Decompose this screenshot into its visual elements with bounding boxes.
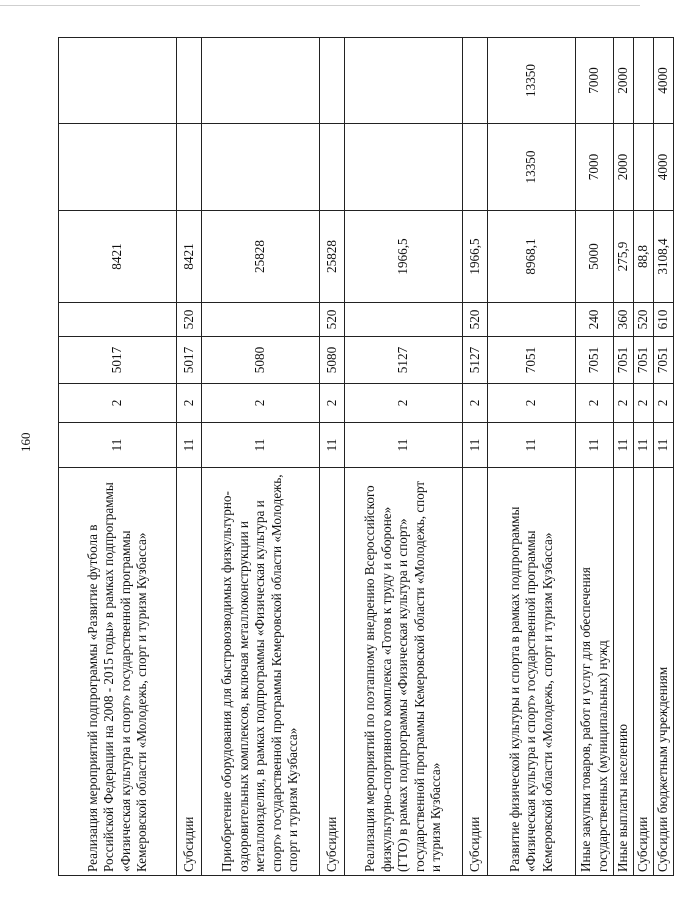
amount-year-1: 3108,4	[654, 211, 674, 303]
amount-year-2	[463, 124, 488, 211]
budget-table	[58, 37, 674, 876]
amount-year-3: 7000	[576, 38, 614, 124]
amount-year-3	[177, 38, 202, 124]
table-row	[463, 38, 488, 876]
subsection-code: 2	[345, 384, 463, 423]
expense-type-code	[202, 303, 320, 337]
amount-year-1: 88,8	[634, 211, 654, 303]
amount-year-3: 4000	[654, 38, 674, 124]
table-row	[614, 38, 634, 876]
amount-year-3	[634, 38, 654, 124]
row-name: Субсидии	[320, 468, 345, 876]
subsection-code: 2	[59, 384, 177, 423]
table-row	[202, 38, 320, 876]
table-row	[634, 38, 654, 876]
subsection-code: 2	[488, 384, 576, 423]
row-name: Реализация мероприятий по поэтапному внедрению Всероссийского физкультурно-спортивного комплекса «Готов к труду и обороне» (ГТО) в рамках подпрограммы «Физическая культура и спорт» государственной программы Кемеровской области «Молодежь, спорт и туризм Кузбасса»	[345, 468, 463, 876]
amount-year-3: 13350	[488, 38, 576, 124]
subsection-code: 2	[576, 384, 614, 423]
scan-top-edge	[0, 0, 640, 6]
section-code: 11	[345, 423, 463, 468]
amount-year-2	[59, 124, 177, 211]
section-code: 11	[202, 423, 320, 468]
expense-type-code	[345, 303, 463, 337]
amount-year-2	[320, 124, 345, 211]
target-article-code: 7051	[488, 337, 576, 384]
amount-year-3	[320, 38, 345, 124]
table-row	[576, 38, 614, 876]
amount-year-2: 2000	[614, 124, 634, 211]
amount-year-3: 2000	[614, 38, 634, 124]
subsection-code: 2	[320, 384, 345, 423]
subsection-code: 2	[654, 384, 674, 423]
amount-year-1: 1966,5	[463, 211, 488, 303]
amount-year-1: 25828	[202, 211, 320, 303]
target-article-code: 5127	[463, 337, 488, 384]
subsection-code: 2	[614, 384, 634, 423]
amount-year-3	[463, 38, 488, 124]
amount-year-1: 8421	[177, 211, 202, 303]
row-name: Субсидии	[463, 468, 488, 876]
target-article-code: 7051	[576, 337, 614, 384]
section-code: 11	[576, 423, 614, 468]
expense-type-code: 520	[177, 303, 202, 337]
row-name: Субсидии	[634, 468, 654, 876]
page-number: 160	[18, 432, 33, 452]
amount-year-3	[59, 38, 177, 124]
amount-year-2	[634, 124, 654, 211]
amount-year-2	[345, 124, 463, 211]
table-row	[345, 38, 463, 876]
row-name: Иные выплаты населению	[614, 468, 634, 876]
table-row	[654, 38, 674, 876]
subsection-code: 2	[634, 384, 654, 423]
section-code: 11	[177, 423, 202, 468]
expense-type-code: 360	[614, 303, 634, 337]
amount-year-2: 13350	[488, 124, 576, 211]
target-article-code: 5017	[177, 337, 202, 384]
amount-year-1: 8968,1	[488, 211, 576, 303]
target-article-code: 7051	[634, 337, 654, 384]
expense-type-code: 520	[463, 303, 488, 337]
table-row	[177, 38, 202, 876]
target-article-code: 7051	[614, 337, 634, 384]
table-row	[320, 38, 345, 876]
amount-year-2	[202, 124, 320, 211]
row-name: Иные закупки товаров, работ и услуг для обеспечения государственных (муниципальных) нужд	[576, 468, 614, 876]
amount-year-1: 5000	[576, 211, 614, 303]
section-code: 11	[634, 423, 654, 468]
row-name: Развитие физической культуры и спорта в рамках подпрограммы «Физическая культура и спорт» государственной программы Кемеровской области «Молодежь, спорт и туризм Кузбасса»	[488, 468, 576, 876]
target-article-code: 5080	[202, 337, 320, 384]
subsection-code: 2	[202, 384, 320, 423]
amount-year-3	[202, 38, 320, 124]
rotated-page-content	[58, 38, 671, 876]
expense-type-code: 520	[320, 303, 345, 337]
amount-year-1: 8421	[59, 211, 177, 303]
section-code: 11	[614, 423, 634, 468]
expense-type-code: 240	[576, 303, 614, 337]
target-article-code: 5017	[59, 337, 177, 384]
target-article-code: 5127	[345, 337, 463, 384]
row-name: Реализация мероприятий подпрограммы «Развитие футбола в Российской Федерации на 2008 - 2015 годы» в рамках подпрограммы «Физическая культура и спорт» государственной программы Кемеровской области «Молодежь, спорт и туризм Кузбасса»	[59, 468, 177, 876]
target-article-code: 5080	[320, 337, 345, 384]
amount-year-1: 1966,5	[345, 211, 463, 303]
row-name: Приобретение оборудования для быстровозводимых физкультурно-оздоровительных комплексов, включая металлоконструкции и металлоизделия, в рамках подпрограммы «Физическая культура и спорт» государственной программы Кемеровской области «Молодежь, спорт и туризм Кузбасса»	[202, 468, 320, 876]
table-row	[488, 38, 576, 876]
amount-year-2: 7000	[576, 124, 614, 211]
expense-type-code	[59, 303, 177, 337]
amount-year-2: 4000	[654, 124, 674, 211]
row-name: Субсидии бюджетным учреждениям	[654, 468, 674, 876]
expense-type-code: 610	[654, 303, 674, 337]
amount-year-3	[345, 38, 463, 124]
subsection-code: 2	[463, 384, 488, 423]
section-code: 11	[59, 423, 177, 468]
section-code: 11	[488, 423, 576, 468]
expense-type-code	[488, 303, 576, 337]
section-code: 11	[463, 423, 488, 468]
amount-year-1: 275,9	[614, 211, 634, 303]
subsection-code: 2	[177, 384, 202, 423]
target-article-code: 7051	[654, 337, 674, 384]
amount-year-2	[177, 124, 202, 211]
amount-year-1: 25828	[320, 211, 345, 303]
section-code: 11	[654, 423, 674, 468]
section-code: 11	[320, 423, 345, 468]
expense-type-code: 520	[634, 303, 654, 337]
table-row	[59, 38, 177, 876]
row-name: Субсидии	[177, 468, 202, 876]
